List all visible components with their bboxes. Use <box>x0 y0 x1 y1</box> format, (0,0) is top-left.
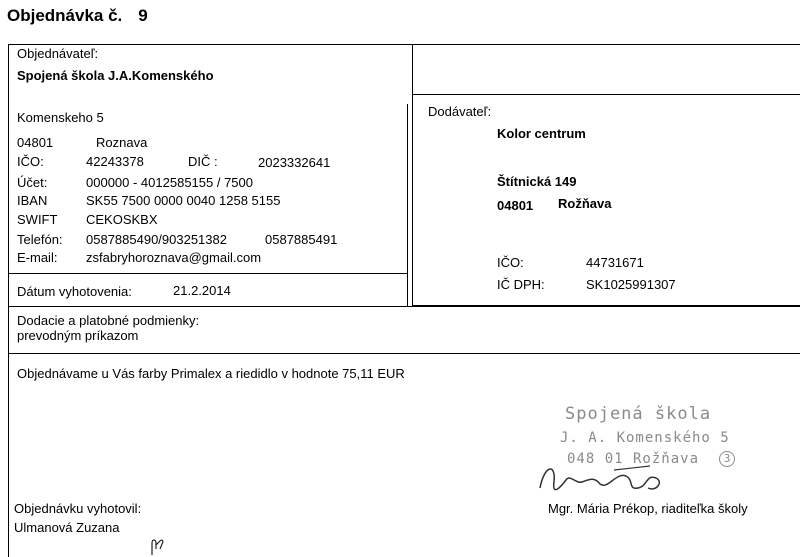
outer-top-border <box>8 44 800 45</box>
supplier-box-left-border <box>412 94 413 306</box>
buyer-email: zsfabryhoroznava@gmail.com <box>86 250 262 265</box>
signature-scribble <box>530 458 680 498</box>
buyer-email-label: E-mail: <box>17 250 58 265</box>
supplier-city: Rožňava <box>558 196 612 211</box>
order-number: 9 <box>138 6 148 25</box>
supplier-name: Kolor centrum <box>497 126 586 141</box>
supplier-box-top-border <box>412 94 800 95</box>
order-body-text: Objednávame u Vás farby Primalex a riedidlo v hodnote 75,11 EUR <box>17 366 405 381</box>
buyer-phone: 0587885490/903251382 <box>86 232 227 247</box>
buyer-zip: 04801 <box>17 135 54 150</box>
terms-label: Dodacie a platobné podmienky: <box>17 313 200 328</box>
outer-left-border <box>8 44 9 557</box>
buyer-street: Komenskeho 5 <box>17 110 104 125</box>
supplier-icdph-label: IČ DPH: <box>497 277 545 292</box>
date-value: 21.2.2014 <box>173 283 231 298</box>
buyer-city: Roznava <box>96 135 148 150</box>
supplier-icdph: SK1025991307 <box>586 277 676 292</box>
stamp-line-1: Spojená škola <box>565 404 712 424</box>
stamp-mark: 3 <box>719 451 735 467</box>
buyer-dic: 2023332641 <box>258 155 331 170</box>
buyer-phone-secondary: 0587885491 <box>265 232 338 247</box>
supplier-street: Štítnická 149 <box>497 174 577 189</box>
buyer-account-label: Účet: <box>17 175 48 190</box>
buyer-swift-label: SWIFT <box>17 212 58 227</box>
buyer-account: 000000 - 4012585155 / 7500 <box>86 175 253 190</box>
supplier-label: Dodávateľ: <box>428 104 492 119</box>
stamp-line-2: J. A. Komenského 5 <box>560 430 730 446</box>
terms-value: prevodným príkazom <box>17 328 139 343</box>
buyer-swift: CEKOSKBX <box>86 212 158 227</box>
buyer-phone-label: Telefón: <box>17 232 63 247</box>
buyer-dic-label: DIČ : <box>188 154 218 169</box>
buyer-ico-label: IČO: <box>17 154 44 169</box>
supplier-ico-label: IČO: <box>497 255 524 270</box>
buyer-name: Spojená škola J.A.Komenského <box>17 68 214 83</box>
supplier-ico: 44731671 <box>586 255 644 270</box>
signatory-name: Mgr. Mária Prékop, riaditeľka školy <box>548 501 748 516</box>
hand-cursor-mark <box>148 535 168 555</box>
date-row-top-border <box>8 273 408 274</box>
title-label: Objednávka č. <box>7 6 123 25</box>
terms-row-bottom-border <box>8 353 800 354</box>
buyer-iban-label: IBAN <box>17 193 48 208</box>
buyer-ico: 42243378 <box>86 154 144 169</box>
date-row-bottom-border <box>8 306 800 307</box>
stamp-line-3: 048 01 Rožňava <box>567 451 700 467</box>
buyer-iban: SK55 7500 0000 0040 1258 5155 <box>86 193 281 208</box>
author-label: Objednávku vyhotovil: <box>14 501 142 516</box>
buyer-label: Objednávateľ: <box>17 46 99 61</box>
author-name: Ulmanová Zuzana <box>14 520 120 535</box>
buyer-box-right-border-lower <box>407 104 408 306</box>
date-label: Dátum vyhotovenia: <box>17 284 132 299</box>
supplier-zip: 04801 <box>497 198 534 213</box>
document-title <box>7 6 148 26</box>
